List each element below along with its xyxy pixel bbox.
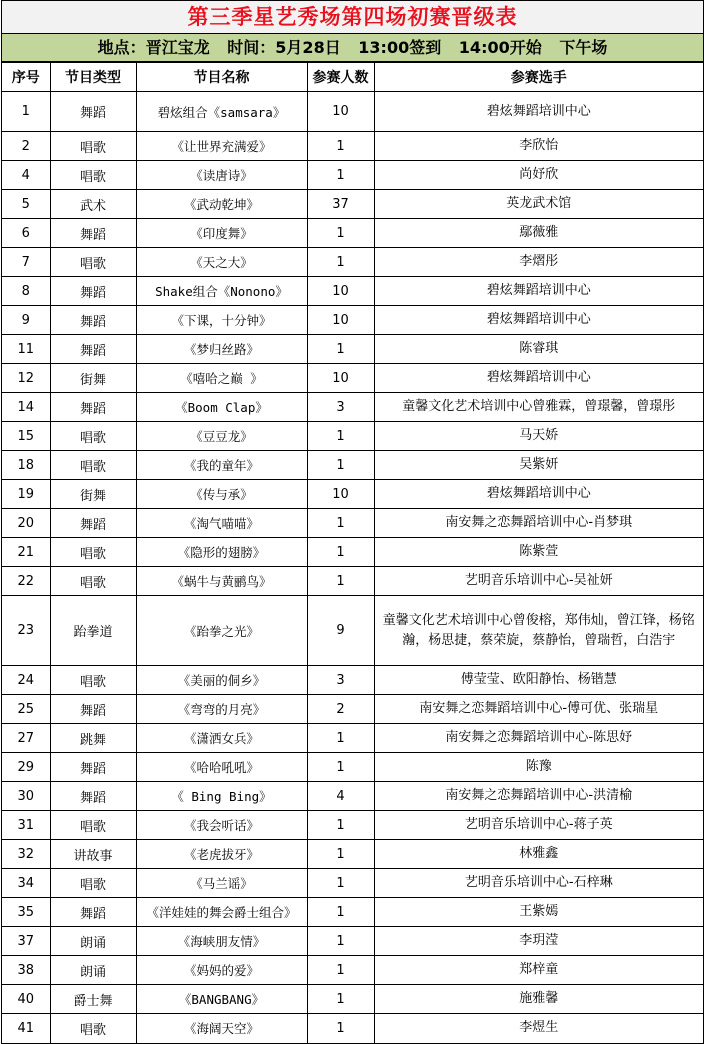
cell-name: 《BANGBANG》: [136, 985, 307, 1014]
cell-name: 《蜗牛与黄鹂鸟》: [136, 567, 307, 596]
cell-players: 碧炫舞蹈培训中心: [374, 480, 703, 509]
cell-count: 1: [307, 724, 374, 753]
table-row: [2, 161, 703, 190]
table-row: [2, 869, 703, 898]
cell-count: 1: [307, 811, 374, 840]
cell-players: 碧炫舞蹈培训中心: [374, 92, 703, 132]
cell-players: 童馨文化艺术培训中心曾雅霖，曾璟馨，曾璟彤: [374, 393, 703, 422]
cell-players: 施雅馨: [374, 985, 703, 1014]
cell-type: 舞蹈: [50, 393, 136, 422]
cell-name: 《隐形的翅膀》: [136, 538, 307, 567]
table-row: [2, 753, 703, 782]
cell-count: 1: [307, 753, 374, 782]
cell-type: 唱歌: [50, 538, 136, 567]
cell-type: 舞蹈: [50, 335, 136, 364]
cell-no: 32: [2, 840, 50, 869]
cell-type: 唱歌: [50, 1014, 136, 1043]
cell-players: 王紫嫣: [374, 898, 703, 927]
cell-name: 《弯弯的月亮》: [136, 695, 307, 724]
table-row: [2, 666, 703, 695]
cell-count: 1: [307, 219, 374, 248]
table-row: [2, 695, 703, 724]
cell-no: 20: [2, 509, 50, 538]
cell-count: 1: [307, 985, 374, 1014]
cell-players: 李熠彤: [374, 248, 703, 277]
cell-players: 鄢薇雅: [374, 219, 703, 248]
table-row: [2, 724, 703, 753]
cell-name: 《传与承》: [136, 480, 307, 509]
cell-no: 40: [2, 985, 50, 1014]
cell-count: 1: [307, 132, 374, 161]
cell-name: 《梦归丝路》: [136, 335, 307, 364]
cell-type: 舞蹈: [50, 92, 136, 132]
location-value: 晋江宝龙: [145, 38, 210, 57]
cell-name: 《我会听话》: [136, 811, 307, 840]
table-row: [2, 364, 703, 393]
cell-players: 李欣怡: [374, 132, 703, 161]
cell-type: 讲故事: [50, 840, 136, 869]
col-header-name: 节目名称: [136, 63, 307, 92]
cell-count: 1: [307, 927, 374, 956]
cell-type: 舞蹈: [50, 219, 136, 248]
cell-name: 《潇洒女兵》: [136, 724, 307, 753]
table-row: [2, 567, 703, 596]
cell-players: 郑梓童: [374, 956, 703, 985]
table-row: [2, 596, 703, 666]
cell-players: 碧炫舞蹈培训中心: [374, 277, 703, 306]
table-row: [2, 811, 703, 840]
cell-players: 艺明音乐培训中心-石梓琳: [374, 869, 703, 898]
cell-name: 《印度舞》: [136, 219, 307, 248]
cell-players: 傅莹莹、欧阳静怡、杨锴慧: [374, 666, 703, 695]
cell-name: 《海峡朋友情》: [136, 927, 307, 956]
page-title: 第三季星艺秀场第四场初赛晋级表: [2, 0, 703, 34]
start-time: 14:00开始: [458, 38, 542, 57]
cell-type: 舞蹈: [50, 306, 136, 335]
cell-players: 童馨文化艺术培训中心曾俊榕，郑伟灿，曾江锋，杨铭瀚，杨思捷，蔡荣旋，蔡静怡，曾瑞哲，白浩宇: [374, 596, 703, 666]
cell-type: 唱歌: [50, 869, 136, 898]
cell-players: 吴紫妍: [374, 451, 703, 480]
cell-no: 15: [2, 422, 50, 451]
cell-type: 唱歌: [50, 666, 136, 695]
cell-name: Shake组合《Nonono》: [136, 277, 307, 306]
cell-type: 唱歌: [50, 132, 136, 161]
cell-name: 《下课，十分钟》: [136, 306, 307, 335]
table-row: [2, 219, 703, 248]
time-label: 时间：: [227, 38, 276, 57]
cell-count: 10: [307, 364, 374, 393]
cell-no: 18: [2, 451, 50, 480]
cell-name: 碧炫组合《samsara》: [136, 92, 307, 132]
col-header-type: 节目类型: [50, 63, 136, 92]
cell-count: 1: [307, 538, 374, 567]
cell-type: 朗诵: [50, 927, 136, 956]
cell-name: 《 Bing Bing》: [136, 782, 307, 811]
cell-count: 1: [307, 956, 374, 985]
cell-no: 37: [2, 927, 50, 956]
cell-no: 5: [2, 190, 50, 219]
cell-count: 2: [307, 695, 374, 724]
checkin-time: 13:00签到: [358, 38, 442, 57]
table-row: [2, 451, 703, 480]
cell-no: 19: [2, 480, 50, 509]
cell-name: 《老虎拔牙》: [136, 840, 307, 869]
cell-no: 2: [2, 132, 50, 161]
cell-no: 12: [2, 364, 50, 393]
col-header-no: 序号: [2, 63, 50, 92]
cell-count: 3: [307, 393, 374, 422]
cell-type: 舞蹈: [50, 782, 136, 811]
cell-type: 武术: [50, 190, 136, 219]
cell-count: 1: [307, 567, 374, 596]
cell-type: 爵士舞: [50, 985, 136, 1014]
cell-players: 南安舞之恋舞蹈培训中心-洪清榆: [374, 782, 703, 811]
session: 下午场: [559, 38, 608, 57]
time: [227, 38, 340, 57]
cell-no: 9: [2, 306, 50, 335]
cell-players: 艺明音乐培训中心-蒋子英: [374, 811, 703, 840]
col-header-count: 参赛人数: [307, 63, 374, 92]
cell-players: 英龙武术馆: [374, 190, 703, 219]
cell-no: 1: [2, 92, 50, 132]
cell-type: 唱歌: [50, 451, 136, 480]
cell-name: 《读唐诗》: [136, 161, 307, 190]
table-row: [2, 1014, 703, 1043]
table-row: [2, 306, 703, 335]
cell-no: 23: [2, 596, 50, 666]
cell-no: 41: [2, 1014, 50, 1043]
cell-count: 1: [307, 840, 374, 869]
cell-name: 《马兰谣》: [136, 869, 307, 898]
cell-players: 碧炫舞蹈培训中心: [374, 306, 703, 335]
cell-no: 30: [2, 782, 50, 811]
table-row: [2, 335, 703, 364]
cell-type: 舞蹈: [50, 509, 136, 538]
cell-type: 唱歌: [50, 811, 136, 840]
event-date: 5月28日: [275, 38, 341, 57]
table-row: [2, 277, 703, 306]
cell-type: 朗诵: [50, 956, 136, 985]
cell-count: 1: [307, 898, 374, 927]
cell-no: 6: [2, 219, 50, 248]
cell-no: 11: [2, 335, 50, 364]
results-table: [2, 62, 703, 1043]
cell-players: 碧炫舞蹈培训中心: [374, 364, 703, 393]
table-row: [2, 782, 703, 811]
cell-players: 李玥滢: [374, 927, 703, 956]
cell-players: 李煜生: [374, 1014, 703, 1043]
table-row: [2, 538, 703, 567]
table-row: [2, 927, 703, 956]
table-row: [2, 985, 703, 1014]
cell-count: 10: [307, 277, 374, 306]
cell-name: 《美丽的侗乡》: [136, 666, 307, 695]
cell-name: 《妈妈的爱》: [136, 956, 307, 985]
cell-name: 《海阔天空》: [136, 1014, 307, 1043]
cell-name: 《让世界充满爱》: [136, 132, 307, 161]
cell-no: 25: [2, 695, 50, 724]
table-header: [2, 63, 703, 92]
table-row: [2, 92, 703, 132]
cell-count: 10: [307, 92, 374, 132]
cell-players: 陈紫萱: [374, 538, 703, 567]
cell-name: 《武动乾坤》: [136, 190, 307, 219]
cell-count: 9: [307, 596, 374, 666]
cell-no: 21: [2, 538, 50, 567]
cell-players: 艺明音乐培训中心-吴祉妍: [374, 567, 703, 596]
cell-count: 1: [307, 509, 374, 538]
cell-name: 《天之大》: [136, 248, 307, 277]
cell-type: 街舞: [50, 480, 136, 509]
cell-name: 《嘻哈之巅 》: [136, 364, 307, 393]
cell-type: 舞蹈: [50, 277, 136, 306]
location-label: 地点：: [97, 38, 146, 57]
cell-count: 3: [307, 666, 374, 695]
cell-players: 南安舞之恋舞蹈培训中心-傅可优、张瑞星: [374, 695, 703, 724]
cell-no: 14: [2, 393, 50, 422]
cell-count: 1: [307, 451, 374, 480]
event-info: [2, 34, 703, 62]
cell-name: 《哈哈吼吼》: [136, 753, 307, 782]
cell-no: 34: [2, 869, 50, 898]
cell-count: 4: [307, 782, 374, 811]
cell-name: 《洋娃娃的舞会爵士组合》: [136, 898, 307, 927]
table-row: [2, 898, 703, 927]
cell-name: 《淘气喵喵》: [136, 509, 307, 538]
cell-players: 林雅鑫: [374, 840, 703, 869]
cell-count: 1: [307, 422, 374, 451]
cell-no: 22: [2, 567, 50, 596]
cell-count: 10: [307, 480, 374, 509]
cell-players: 陈豫: [374, 753, 703, 782]
cell-players: 尚妤欣: [374, 161, 703, 190]
table-row: [2, 132, 703, 161]
cell-type: 唱歌: [50, 161, 136, 190]
cell-players: 马天娇: [374, 422, 703, 451]
cell-count: 1: [307, 248, 374, 277]
table-row: [2, 840, 703, 869]
cell-count: 1: [307, 335, 374, 364]
cell-no: 27: [2, 724, 50, 753]
cell-no: 38: [2, 956, 50, 985]
table-row: [2, 422, 703, 451]
cell-no: 4: [2, 161, 50, 190]
table-row: [2, 393, 703, 422]
table-row: [2, 509, 703, 538]
location: [98, 38, 210, 57]
cell-name: 《豆豆龙》: [136, 422, 307, 451]
cell-no: 8: [2, 277, 50, 306]
table-row: [2, 248, 703, 277]
cell-no: 24: [2, 666, 50, 695]
cell-type: 唱歌: [50, 248, 136, 277]
cell-name: 《跆拳之光》: [136, 596, 307, 666]
cell-type: 舞蹈: [50, 695, 136, 724]
promotion-sheet: [1, 0, 704, 1044]
cell-type: 街舞: [50, 364, 136, 393]
cell-type: 舞蹈: [50, 753, 136, 782]
cell-type: 舞蹈: [50, 898, 136, 927]
table-row: [2, 956, 703, 985]
cell-count: 1: [307, 161, 374, 190]
table-row: [2, 190, 703, 219]
cell-count: 37: [307, 190, 374, 219]
cell-players: 南安舞之恋舞蹈培训中心-肖梦琪: [374, 509, 703, 538]
cell-players: 陈睿琪: [374, 335, 703, 364]
cell-no: 35: [2, 898, 50, 927]
cell-no: 31: [2, 811, 50, 840]
cell-type: 跳舞: [50, 724, 136, 753]
cell-count: 1: [307, 1014, 374, 1043]
cell-type: 唱歌: [50, 422, 136, 451]
cell-players: 南安舞之恋舞蹈培训中心-陈思妤: [374, 724, 703, 753]
cell-count: 10: [307, 306, 374, 335]
col-header-players: 参赛选手: [374, 63, 703, 92]
cell-type: 唱歌: [50, 567, 136, 596]
cell-no: 7: [2, 248, 50, 277]
table-row: [2, 480, 703, 509]
cell-count: 1: [307, 869, 374, 898]
cell-name: 《Boom Clap》: [136, 393, 307, 422]
cell-no: 29: [2, 753, 50, 782]
cell-type: 跆拳道: [50, 596, 136, 666]
cell-name: 《我的童年》: [136, 451, 307, 480]
